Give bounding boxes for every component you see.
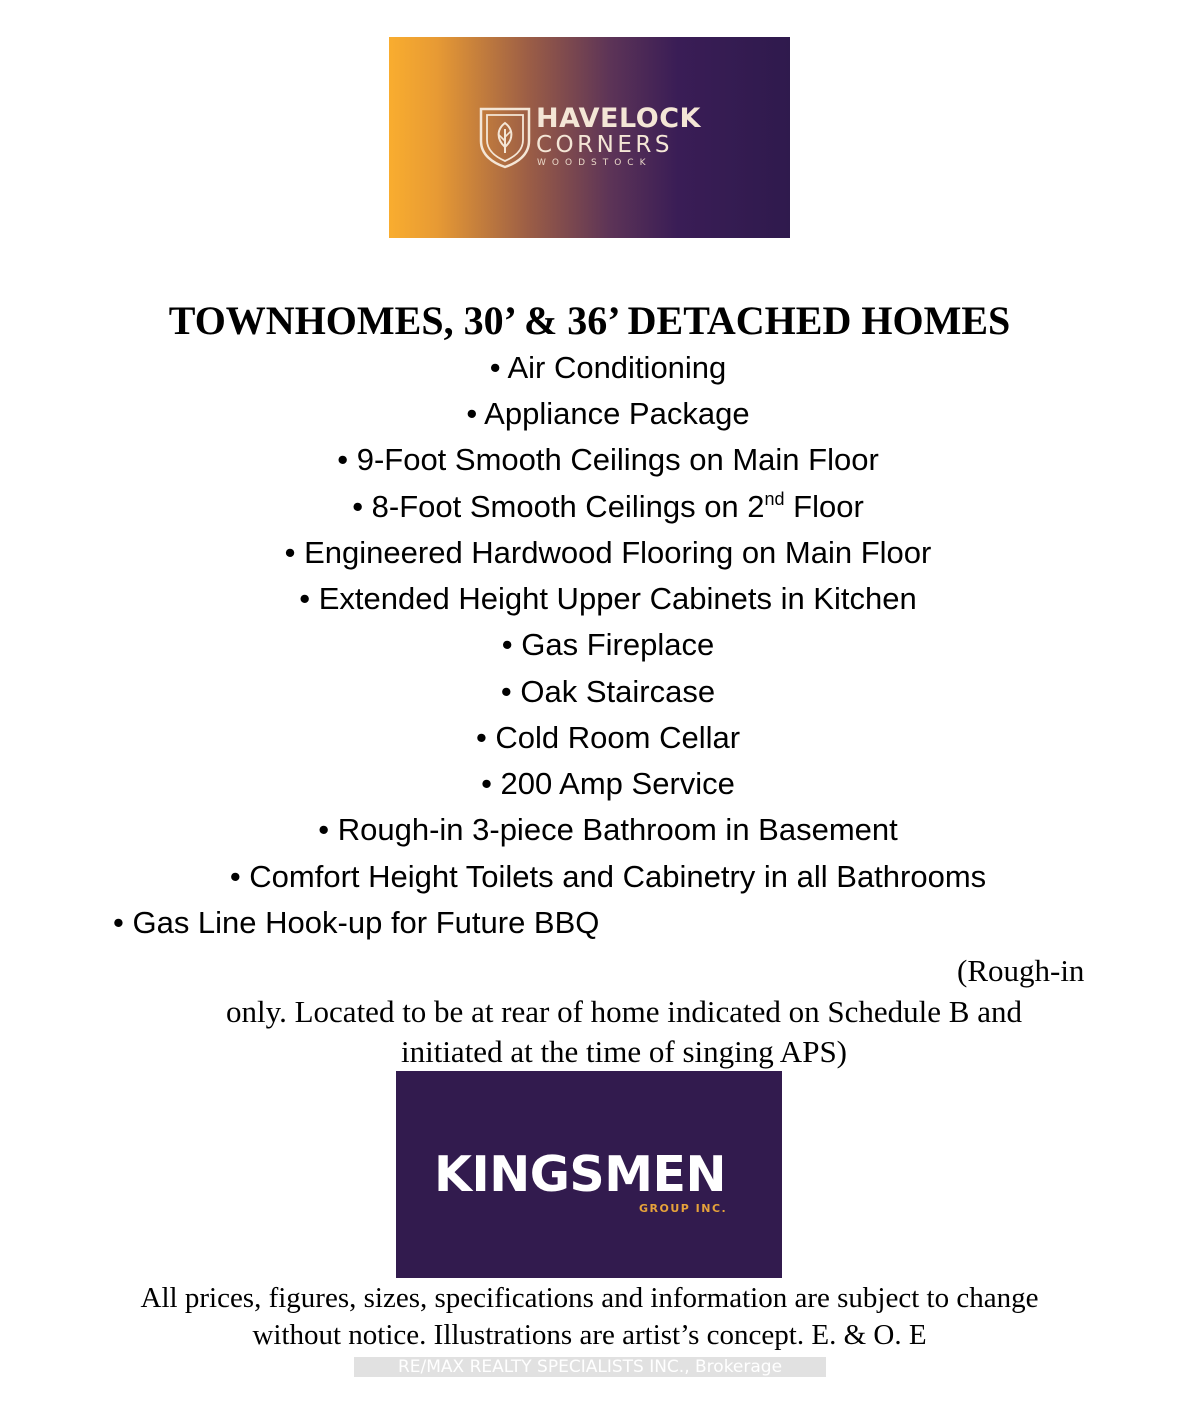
feature-8ft-ceilings-floor: Floor xyxy=(784,489,864,524)
havelock-corners-logo xyxy=(389,37,790,238)
feature-comfort-height-toilets: • Comfort Height Toilets and Cabinetry in all Bathrooms xyxy=(229,859,987,894)
bbq-note-line-3: initiated at the time of singing APS) xyxy=(400,1034,848,1069)
kingsmen-logo-name: KINGSMEN xyxy=(434,1146,726,1203)
havelock-logo-subname: CORNERS xyxy=(536,132,673,158)
bbq-note-line-2: only. Located to be at rear of home indicated on Schedule B and xyxy=(226,994,1022,1029)
feature-upper-cabinets: • Extended Height Upper Cabinets in Kitchen xyxy=(299,581,917,616)
havelock-logo-name: HAVELOCK xyxy=(536,103,701,134)
havelock-logo-location: WOODSTOCK xyxy=(537,158,652,168)
feature-200-amp-service: • 200 Amp Service xyxy=(481,766,735,801)
feature-oak-staircase: • Oak Staircase xyxy=(500,674,716,709)
disclaimer-line-2: without notice. Illustrations are artist’s concept. E. & O. E xyxy=(252,1319,927,1351)
feature-gas-line-bbq: • Gas Line Hook-up for Future BBQ xyxy=(113,905,600,940)
shield-tree-icon xyxy=(479,107,531,169)
feature-9ft-ceilings: • 9-Foot Smooth Ceilings on Main Floor xyxy=(337,442,879,477)
feature-cold-room-cellar: • Cold Room Cellar xyxy=(475,720,741,755)
kingsmen-logo-subname: GROUP INC. xyxy=(639,1202,728,1215)
page-title: TOWNHOMES, 30’ & 36’ DETACHED HOMES xyxy=(168,298,1011,343)
feature-gas-fireplace: • Gas Fireplace xyxy=(501,627,715,662)
feature-appliance-package: • Appliance Package xyxy=(466,396,750,431)
kingsmen-group-logo xyxy=(396,1071,782,1278)
ordinal-suffix: nd xyxy=(764,489,785,509)
disclaimer-line-1: All prices, figures, sizes, specifications and information are subject to change xyxy=(140,1282,1039,1314)
feature-rough-in-bathroom: • Rough-in 3-piece Bathroom in Basement xyxy=(318,812,898,847)
bbq-note-line-1: (Rough-in xyxy=(957,953,1085,988)
feature-air-conditioning: • Air Conditioning xyxy=(489,350,727,385)
brokerage-watermark: RE/MAX REALTY SPECIALISTS INC., Brokerage xyxy=(354,1357,826,1377)
feature-hardwood-flooring: • Engineered Hardwood Flooring on Main Floor xyxy=(284,535,932,570)
feature-8ft-ceilings xyxy=(0,489,1179,525)
feature-8ft-ceilings-text: • 8-Foot Smooth Ceilings on 2 xyxy=(352,489,765,524)
